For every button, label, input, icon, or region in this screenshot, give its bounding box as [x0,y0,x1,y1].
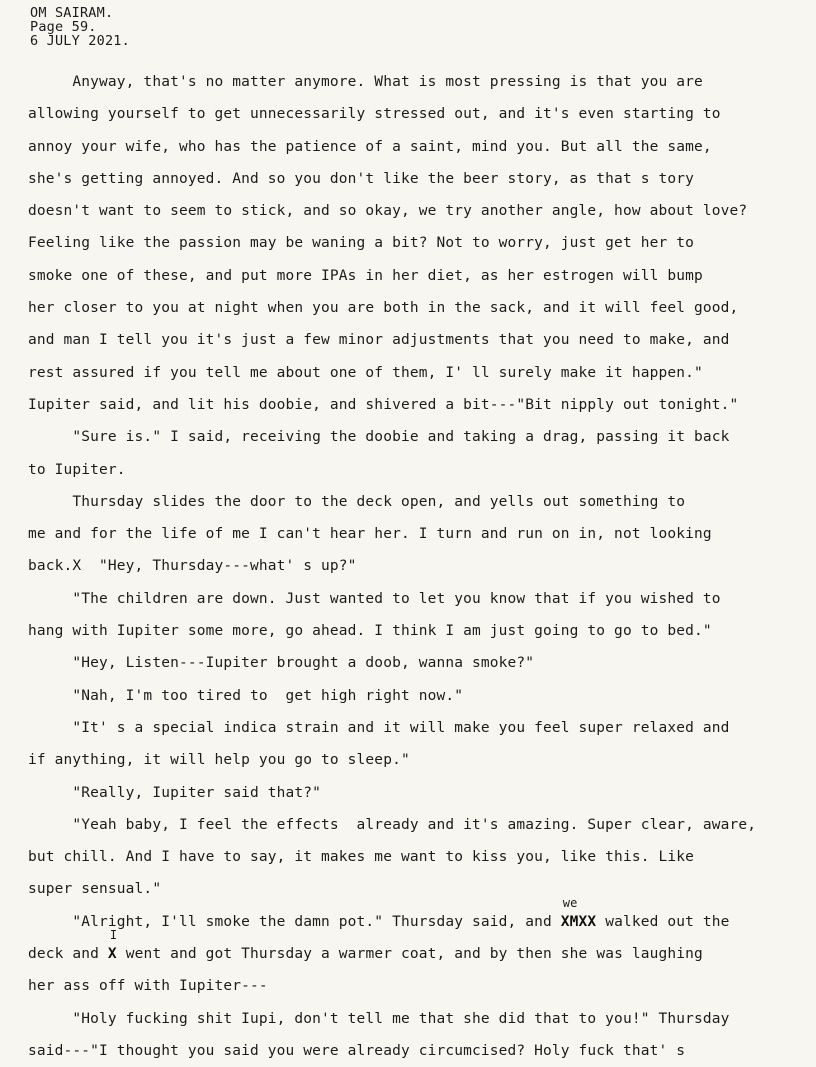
text-line: me and for the life of me I can't hear her. I turn and run on in, not looking [28,526,712,543]
header-date: 6 JULY 2021. [30,33,130,49]
text-line: back.X "Hey, Thursday---what' s up?" [28,558,357,575]
text-line: but chill. And I have to say, it makes me want to kiss you, like this. Like [28,849,694,866]
manuscript-body [28,66,808,1067]
struck-out-text: XMXX [560,913,597,930]
text-line: allowing yourself to get unnecessarily stressed out, and it's even starting to [28,106,721,123]
text-line: to Iupiter. [28,461,126,478]
header-page-number: Page 59. [30,19,97,35]
text-line-with-correction [28,928,808,970]
text-line: "Yeah baby, I feel the effects already and it's amazing. Super clear, aware, [28,816,757,833]
text-segment: went and got Thursday a warmer coat, and by then she was laughing [116,946,703,963]
correction [560,895,597,930]
text-line: annoy your wife, who has the patience of a saint, mind you. But all the same, [28,138,712,155]
text-line: smoke one of these, and put more IPAs in her diet, as her estrogen will bump [28,267,703,284]
text-line: Thursday slides the door to the deck open, and yells out something to [28,493,686,510]
struck-out-text: X [107,946,117,963]
inserted-word: we [562,895,578,910]
text-line: "Hey, Listen---Iupiter brought a doob, wanna smoke?" [28,655,535,672]
text-line: her ass off with Iupiter--- [28,978,268,995]
text-line: super sensual." [28,881,162,898]
text-segment: deck and [28,946,108,963]
text-line: rest assured if you tell me about one of them, I' ll surely make it happen." [28,364,703,381]
text-line: "The children are down. Just wanted to let you know that if you wished to [28,590,721,607]
inserted-word: I [109,928,118,943]
text-line: "Really, Iupiter said that?" [28,784,322,801]
correction [107,928,118,963]
text-line: Anyway, that's no matter anymore. What is most pressing is that you are [28,74,703,90]
text-line-with-correction [28,895,808,938]
text-line: her closer to you at night when you are both in the sack, and it will feel good, [28,300,739,317]
text-line: if anything, it will help you go to sleep." [28,752,410,769]
text-line: hang with Iupiter some more, go ahead. I think I am just going to go to bed." [28,623,712,640]
text-segment: "Alright, I'll smoke the damn pot." Thursday said, and [28,913,561,930]
text-line: and man I tell you it's just a few minor adjustments that you need to make, and [28,332,730,349]
text-line: she's getting annoyed. And so you don't like the beer story, as that s tory [28,170,694,187]
header-dedication: OM SAIRAM. [30,5,114,21]
text-line: doesn't want to seem to stick, and so okay, we try another angle, how about love? [28,203,748,220]
text-line: said---"I thought you said you were already circumcised? Holy fuck that' s [28,1042,686,1059]
page-header [30,6,130,48]
text-line: "Holy fucking shit Iupi, don't tell me that she did that to you!" Thursday [28,1010,730,1027]
text-line: "Sure is." I said, receiving the doobie and taking a drag, passing it back [28,429,730,446]
text-line: "Nah, I'm too tired to get high right now." [28,687,464,704]
text-line: Iupiter said, and lit his doobie, and shivered a bit---"Bit nipply out tonight." [28,396,739,413]
text-line: Feeling like the passion may be waning a bit? Not to worry, just get her to [28,235,694,252]
text-segment: walked out the [596,913,730,930]
text-line: "It' s a special indica strain and it will make you feel super relaxed and [28,719,730,736]
